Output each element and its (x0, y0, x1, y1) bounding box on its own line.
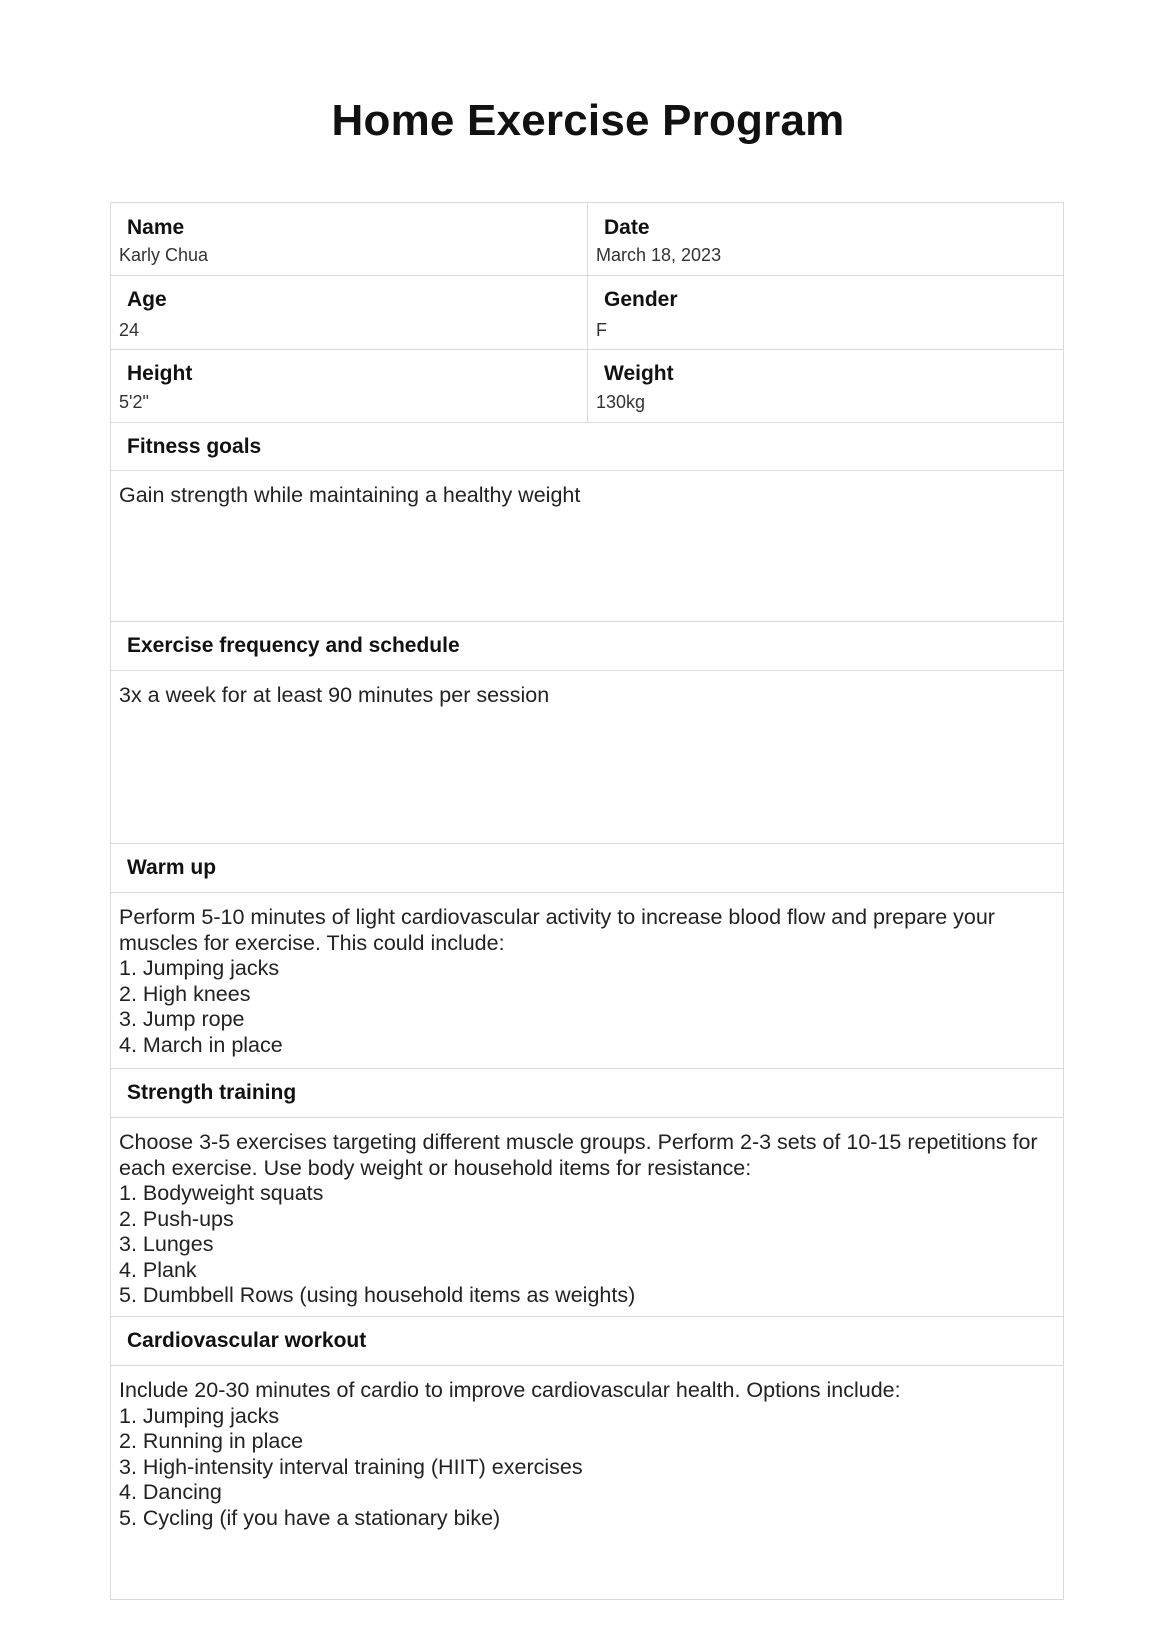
list-item: 1. Jumping jacks (119, 956, 280, 980)
cardio-label: Cardiovascular workout (127, 1329, 367, 1352)
strength-content (119, 1130, 1053, 1309)
warm-up-list (119, 956, 1053, 1058)
fitness-goals-label: Fitness goals (127, 435, 262, 458)
strength-label: Strength training (127, 1081, 297, 1104)
cardio-content (119, 1378, 1053, 1531)
list-item: 5. Dumbbell Rows (using household items as weights) (119, 1283, 636, 1307)
age-value: 24 (119, 320, 140, 340)
list-item: 2. Running in place (119, 1429, 304, 1453)
gender-cell (588, 276, 1063, 349)
fitness-goals-text: Gain strength while maintaining a healthy weight (119, 483, 581, 507)
date-value: March 18, 2023 (596, 245, 722, 265)
exercise-form (110, 202, 1064, 1600)
age-gender-row (111, 276, 1063, 350)
fitness-goals-header (111, 423, 1063, 471)
cardio-body (111, 1366, 1063, 1599)
cardio-list (119, 1404, 1053, 1532)
list-item: 4. March in place (119, 1032, 283, 1057)
list-item: 1. Bodyweight squats (119, 1181, 324, 1205)
frequency-label: Exercise frequency and schedule (127, 634, 460, 657)
list-item: 2. High knees (119, 981, 251, 1006)
weight-cell (588, 350, 1063, 422)
name-label: Name (127, 216, 185, 239)
list-item: 3. Jump rope (119, 1007, 245, 1031)
name-value: Karly Chua (119, 245, 209, 265)
height-value: 5'2" (119, 392, 149, 412)
strength-list (119, 1181, 1053, 1309)
date-label: Date (604, 216, 650, 239)
list-item: 3. Lunges (119, 1232, 214, 1256)
height-weight-row (111, 350, 1063, 423)
list-item: 4. Dancing (119, 1480, 222, 1504)
date-cell (588, 203, 1063, 275)
age-label: Age (127, 288, 167, 311)
strength-header (111, 1069, 1063, 1118)
strength-intro: Choose 3-5 exercises targeting different muscle groups. Perform 2-3 sets of 10-15 repetitions for each exercise. Use body weight or household items for resistance: (119, 1130, 1038, 1180)
name-cell (111, 203, 588, 275)
gender-value: F (596, 320, 607, 340)
frequency-text: 3x a week for at least 90 minutes per session (119, 683, 550, 707)
fitness-goals-body (111, 471, 1063, 622)
warm-up-content (119, 905, 1053, 1058)
list-item: 4. Plank (119, 1257, 197, 1282)
warm-up-body (111, 893, 1063, 1069)
frequency-header (111, 622, 1063, 671)
list-item: 1. Jumping jacks (119, 1403, 280, 1428)
weight-label: Weight (604, 362, 674, 385)
warm-up-intro: Perform 5-10 minutes of light cardiovascular activity to increase blood flow and prepare your muscles for exercise. This could include: (119, 905, 995, 955)
strength-body (111, 1118, 1063, 1317)
list-item: 3. High-intensity interval training (HIIT) exercises (119, 1454, 583, 1479)
gender-label: Gender (604, 288, 678, 311)
frequency-body (111, 671, 1063, 844)
cardio-header (111, 1317, 1063, 1366)
height-label: Height (127, 362, 193, 385)
warm-up-header (111, 844, 1063, 893)
list-item: 5. Cycling (if you have a stationary bike) (119, 1505, 501, 1530)
page-title: Home Exercise Program (331, 96, 845, 145)
height-cell (111, 350, 588, 422)
cardio-intro: Include 20-30 minutes of cardio to improve cardiovascular health. Options include: (119, 1378, 901, 1402)
list-item: 2. Push-ups (119, 1206, 234, 1231)
name-date-row (111, 203, 1063, 276)
weight-value: 130kg (596, 392, 646, 412)
warm-up-label: Warm up (127, 856, 217, 879)
age-cell (111, 276, 588, 349)
